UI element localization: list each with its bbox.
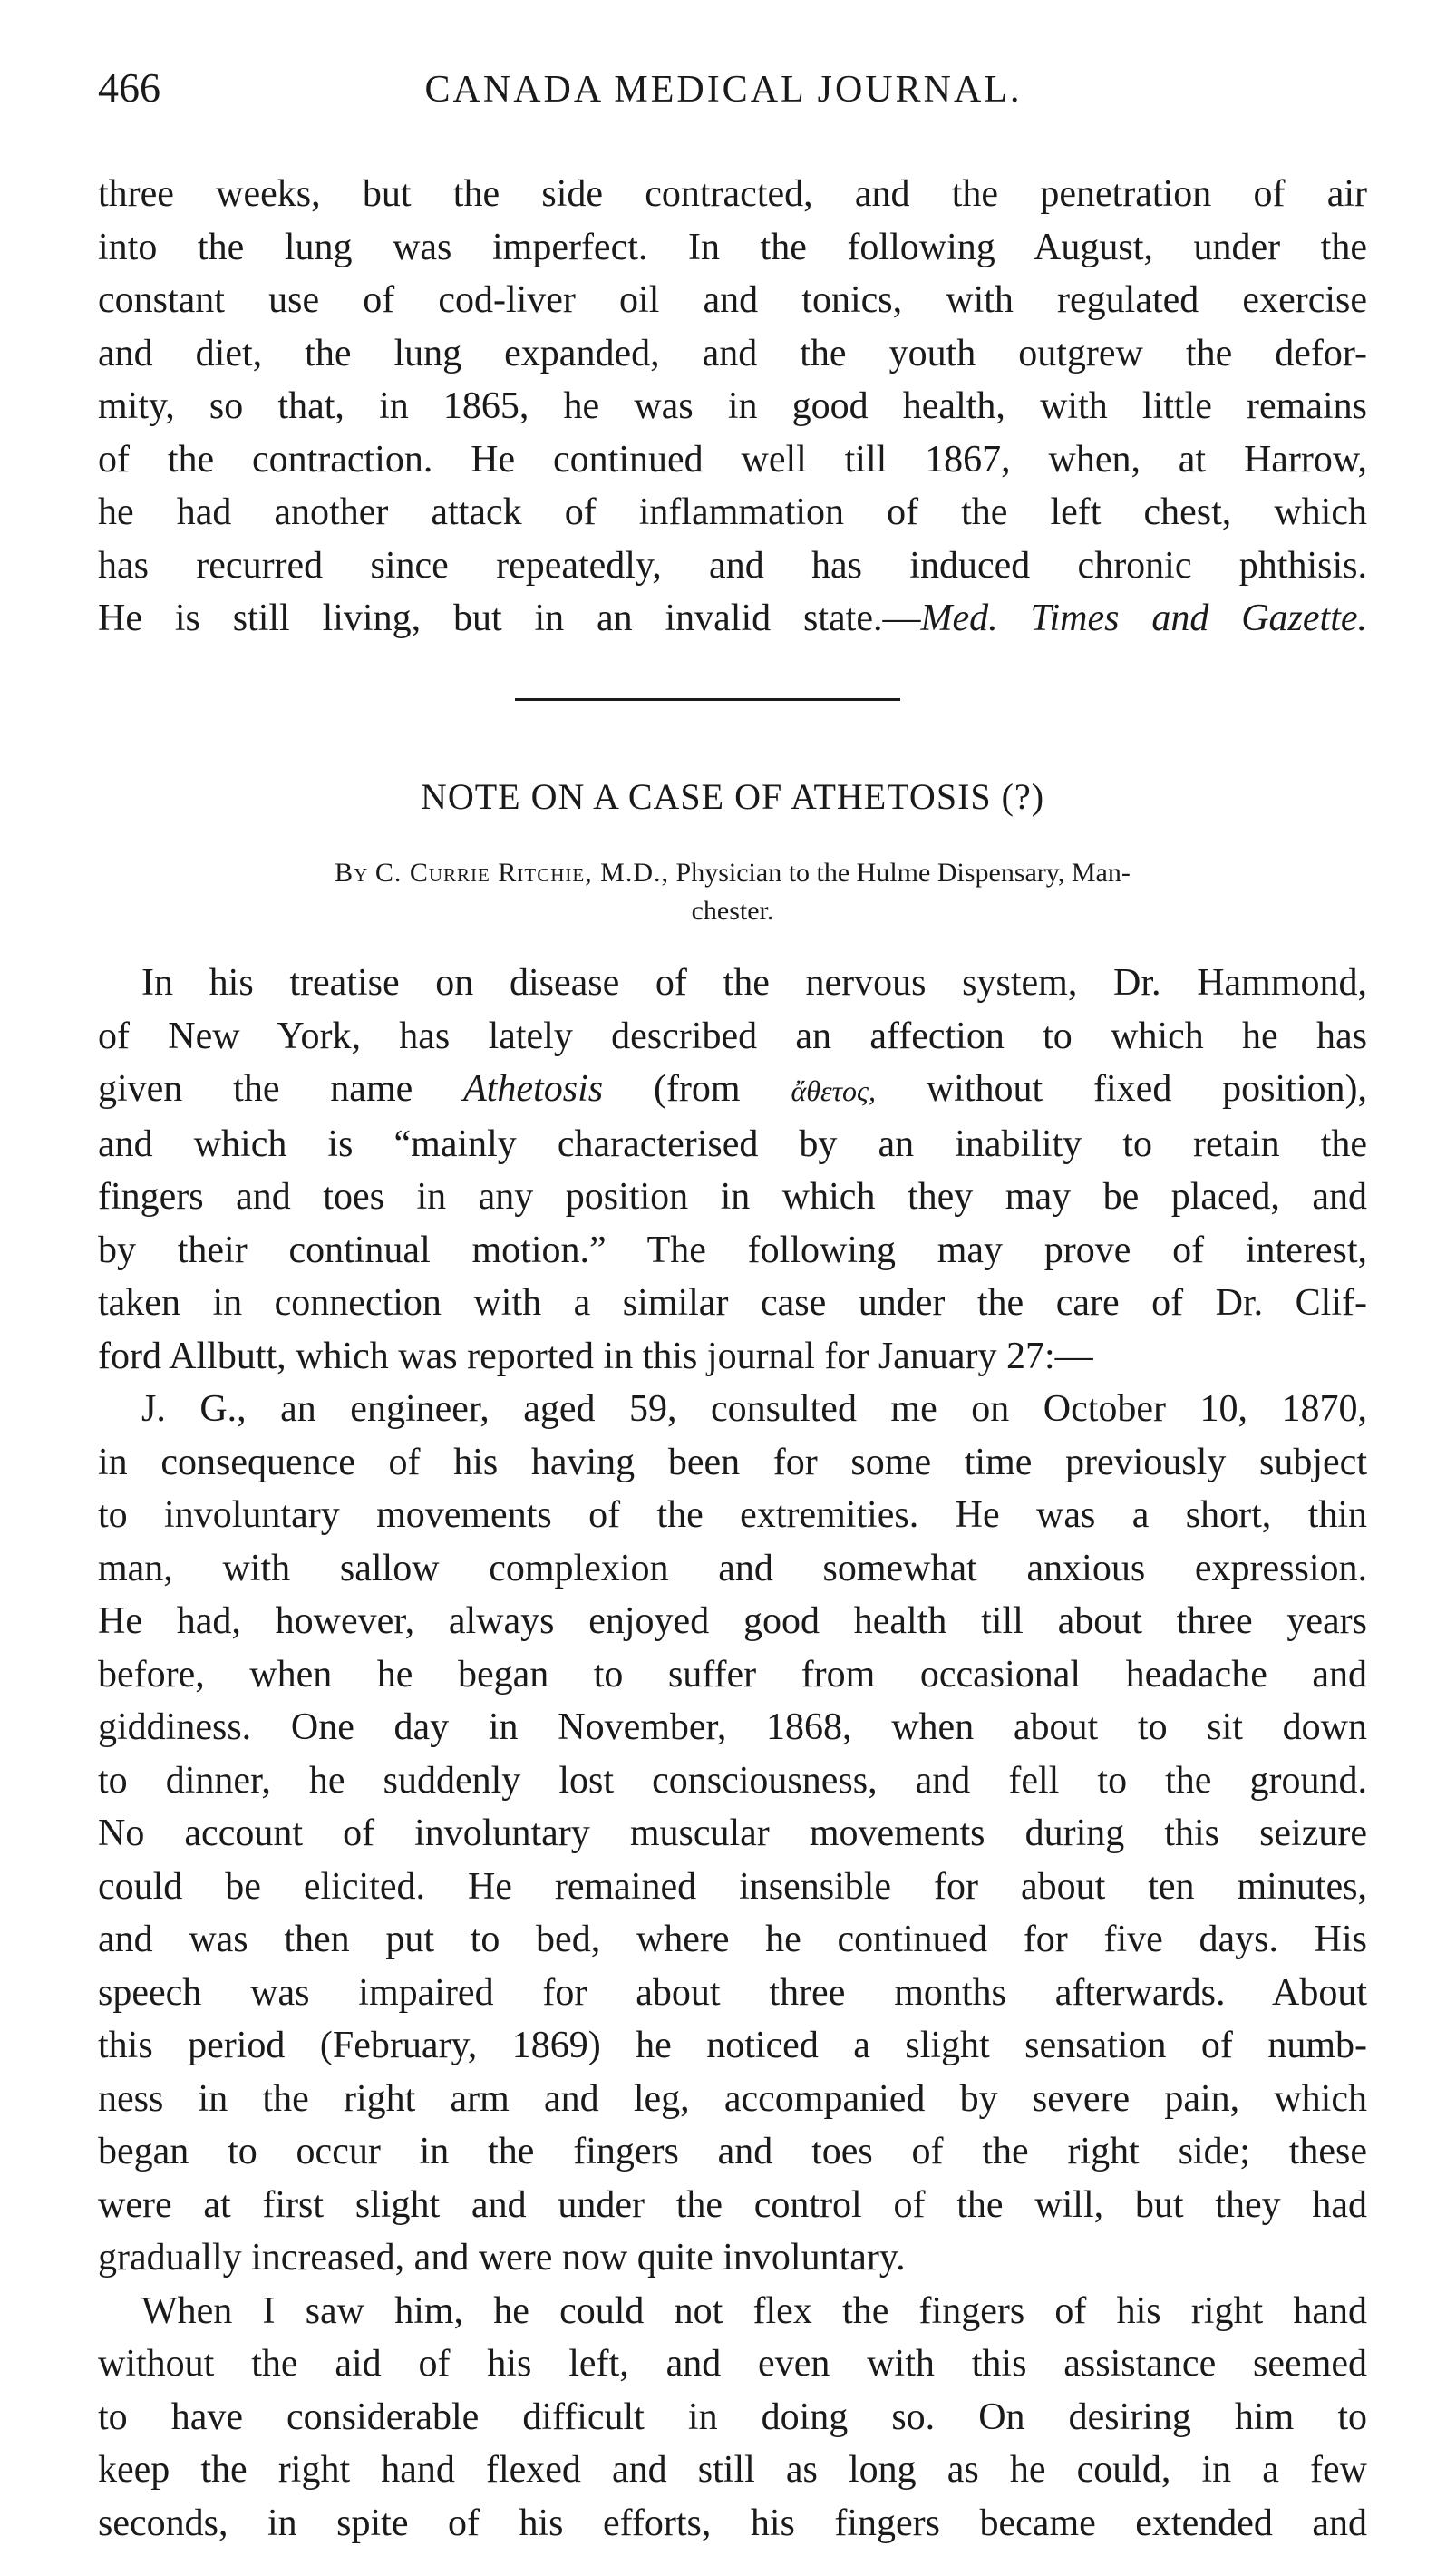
text-fragment: without fixed position), xyxy=(926,1068,1367,1110)
byline-line xyxy=(98,854,1367,892)
source-citation: Med. Times and Gazette. xyxy=(920,598,1368,639)
journal-page xyxy=(98,63,1368,2544)
text-line: has recurred since repeatedly, and has induced chronic phthisis. xyxy=(98,544,1367,587)
text-line: mity, so that, in 1865, he was in good health, with little remains xyxy=(98,385,1367,427)
text-line: fingers and toes in any position in which they may be placed, and xyxy=(98,1176,1367,1218)
text-line: of New York, has lately described an affection to which he has xyxy=(98,1015,1367,1057)
text-fragment: given the name xyxy=(98,1068,413,1110)
continuation-paragraph xyxy=(98,168,1367,646)
text-line: without the aid of his left, and even with this assistance seemed xyxy=(98,2343,1367,2385)
text-line: ford Allbutt, which was reported in this journal for January 27:— xyxy=(98,1335,1093,1377)
text-line: and diet, the lung expanded, and the youth outgrew the defor- xyxy=(98,332,1367,374)
text-line: taken in connection with a similar case under the care of Dr. Clif- xyxy=(98,1282,1367,1324)
text-line: seconds, in spite of his efforts, his fingers became extended and xyxy=(98,2502,1367,2544)
article-body xyxy=(98,957,1367,2550)
text-line: in consequence of his having been for some time previously subject xyxy=(98,1441,1367,1483)
journal-title: CANADA MEDICAL JOURNAL. xyxy=(424,69,1023,111)
text-line: and was then put to bed, where he continued for five days. His xyxy=(98,1919,1367,1960)
text-line: he had another attack of inflammation of the left chest, which xyxy=(98,491,1367,533)
text-line: ness in the right arm and leg, accompanied by severe pain, which xyxy=(98,2077,1367,2120)
text-line: J. G., an engineer, aged 59, consulted me on October 10, 1870, xyxy=(141,1388,1367,1430)
text-line: to involuntary movements of the extremities. He was a short, thin xyxy=(98,1494,1367,1536)
text-line: He had, however, always enjoyed good health till about three years xyxy=(98,1600,1367,1642)
paragraph xyxy=(98,2285,1367,2551)
text-line: In his treatise on disease of the nervous system, Dr. Hammond, xyxy=(141,962,1367,1004)
text-line: were at first slight and under the control of the will, but they had xyxy=(98,2183,1367,2226)
text-line: man, with sallow complexion and somewhat anxious expression. xyxy=(98,1547,1367,1589)
text-line: into the lung was imperfect. In the following August, under the xyxy=(98,226,1367,268)
text-line xyxy=(98,1063,1367,1118)
text-line: giddiness. One day in November, 1868, when about to sit down xyxy=(98,1706,1367,1748)
text-line: to have considerable difficult in doing so. On desiring him to xyxy=(98,2395,1367,2438)
text-line-content: He is still living, but in an invalid state.— xyxy=(98,598,921,639)
text-line xyxy=(98,592,1367,646)
author-name: C. Currie Ritchie, M.D., xyxy=(374,858,670,888)
byline-prefix: By xyxy=(335,858,369,888)
text-line: of the contraction. He continued well till 1867, when, at Harrow, xyxy=(98,438,1367,481)
text-line: When I saw him, he could not flex the fingers of his right hand xyxy=(141,2289,1367,2332)
text-line: three weeks, but the side contracted, and the penetration of air xyxy=(98,173,1367,215)
paragraph xyxy=(98,957,1367,1383)
term-athetosis: Athetosis xyxy=(463,1068,604,1110)
text-line: constant use of cod-liver oil and tonics, with regulated exercise xyxy=(98,279,1367,321)
text-line: before, when he began to suffer from occasional headache and xyxy=(98,1653,1367,1696)
paragraph xyxy=(98,1383,1367,2285)
byline xyxy=(98,854,1367,930)
text-line: could be elicited. He remained insensible for about ten minutes, xyxy=(98,1865,1367,1908)
article-title: NOTE ON A CASE OF ATHETOSIS (?) xyxy=(420,776,1045,817)
text-line: No account of involuntary muscular movements during this seizure xyxy=(98,1812,1367,1854)
text-fragment: (from xyxy=(653,1068,741,1110)
running-head xyxy=(98,63,1367,136)
byline-line: chester. xyxy=(691,896,774,926)
text-line: keep the right hand flexed and still as long as he could, in a few xyxy=(98,2449,1367,2491)
text-line: this period (February, 1869) he noticed a slight sensation of numb- xyxy=(98,2025,1367,2066)
section-divider xyxy=(515,698,900,701)
author-affiliation: Physician to the Hulme Dispensary, Man- xyxy=(675,858,1131,888)
text-line: began to occur in the fingers and toes of the right side; these xyxy=(98,2131,1367,2172)
text-line: to dinner, he suddenly lost consciousness, and fell to the ground. xyxy=(98,1759,1367,1802)
text-line: gradually increased, and were now quite involuntary. xyxy=(98,2237,906,2279)
greek-term: ἄθετος, xyxy=(791,1074,876,1107)
text-line: and which is “mainly characterised by an inability to retain the xyxy=(98,1122,1367,1165)
page-number: 466 xyxy=(98,64,160,111)
text-line: speech was impaired for about three months afterwards. About xyxy=(98,1971,1367,2014)
text-line: by their continual motion.” The following may prove of interest, xyxy=(98,1229,1367,1271)
